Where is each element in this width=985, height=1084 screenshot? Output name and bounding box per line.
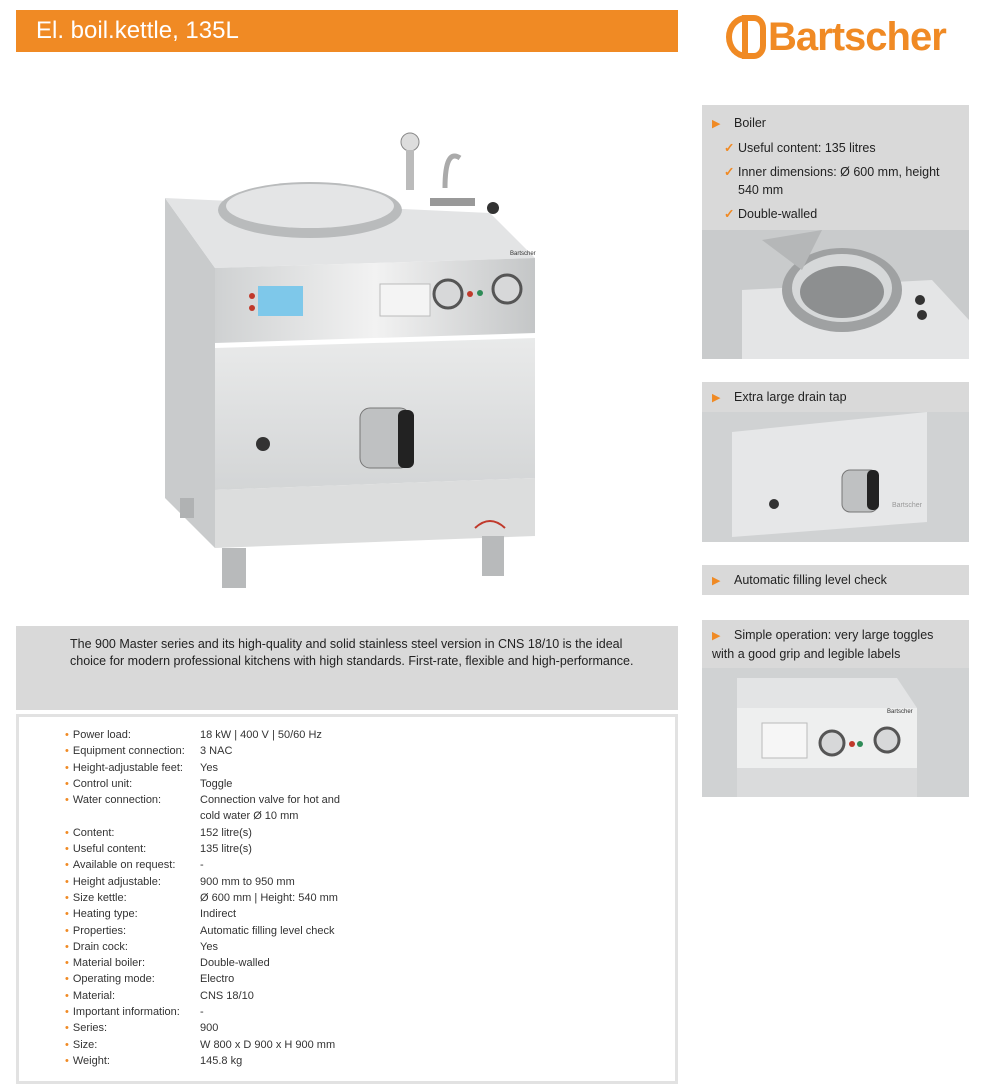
spec-row	[65, 1004, 350, 1020]
feature-boiler-point: Inner dimensions: Ø 600 mm, height 540 mm	[738, 165, 940, 197]
spec-row	[65, 743, 350, 759]
triangle-bullet-icon: ▶	[712, 392, 721, 404]
feature-operation	[702, 620, 969, 668]
spec-label: • Power load:	[65, 727, 200, 743]
spec-label: • Content:	[65, 825, 200, 841]
spec-row	[65, 1037, 350, 1053]
intro-text: The 900 Master series and its high-quality and solid stainless steel version in CNS 18/10 is the ideal choice for modern professional kitchens with high standards. First-rate, flexible and high-performance.	[16, 626, 678, 710]
spec-label: • Series:	[65, 1020, 200, 1036]
spec-value: Yes	[200, 940, 218, 953]
spec-row	[65, 874, 350, 890]
spec-value: -	[200, 859, 204, 872]
brand-name: Bartscher	[768, 14, 946, 59]
spec-row	[65, 760, 350, 776]
brand-logo	[726, 4, 946, 70]
feature-operation-title: Simple operation: very large toggles with a good grip and legible labels	[712, 628, 934, 661]
feature-boiler	[702, 105, 969, 230]
spec-row	[65, 890, 350, 906]
spec-value: Automatic filling level check	[200, 924, 335, 937]
spec-row	[65, 1020, 350, 1036]
spec-row	[65, 792, 350, 825]
spec-value: Toggle	[200, 777, 233, 790]
feature-boiler-image	[702, 230, 969, 359]
spec-value: CNS 18/10	[200, 989, 254, 1002]
spec-value: 3 NAC	[200, 745, 233, 758]
spec-label: • Properties:	[65, 923, 200, 939]
spec-row	[65, 857, 350, 873]
panel-logo: Bartscher	[510, 251, 536, 257]
spec-row	[65, 939, 350, 955]
feature-drain	[702, 382, 969, 412]
spec-label: • Equipment connection:	[65, 743, 200, 759]
feature-filling-title: Automatic filling level check	[734, 573, 887, 587]
page-title: El. boil.kettle, 135L	[16, 10, 678, 52]
spec-label: • Weight:	[65, 1053, 200, 1069]
spec-value: Indirect	[200, 908, 237, 921]
spec-row	[65, 825, 350, 841]
spec-label: • Water connection:	[65, 792, 200, 825]
spec-label: • Heating type:	[65, 906, 200, 922]
spec-value: Electro	[200, 973, 235, 986]
spec-row	[65, 971, 350, 987]
spec-label: • Control unit:	[65, 776, 200, 792]
spec-label: • Height-adjustable feet:	[65, 760, 200, 776]
spec-row	[65, 923, 350, 939]
brand-logo-mark-icon	[726, 15, 766, 59]
triangle-bullet-icon: ▶	[712, 118, 721, 130]
spec-value: Connection valve for hot and cold water Ø 10 mm	[200, 794, 341, 823]
spec-value: 135 litre(s)	[200, 843, 252, 856]
feature-drain-image	[702, 412, 969, 542]
product-image	[160, 118, 540, 598]
feature-filling	[702, 565, 969, 595]
spec-label: • Available on request:	[65, 857, 200, 873]
spec-label: • Material:	[65, 988, 200, 1004]
triangle-bullet-icon: ▶	[712, 630, 721, 642]
feature-boiler-point: Useful content: 135 litres	[738, 141, 876, 155]
spec-label: • Operating mode:	[65, 971, 200, 987]
spec-row	[65, 727, 350, 743]
spec-row	[65, 955, 350, 971]
spec-row	[65, 841, 350, 857]
spec-value: Ø 600 mm | Height: 540 mm	[200, 891, 338, 904]
triangle-bullet-icon: ▶	[712, 575, 721, 587]
checkmark-icon: ✓	[724, 141, 735, 155]
spec-value: 900 mm to 950 mm	[200, 875, 295, 888]
spec-label: • Height adjustable:	[65, 874, 200, 890]
feature-boiler-point: Double-walled	[738, 207, 818, 221]
spec-value: Yes	[200, 761, 218, 774]
spec-value: -	[200, 1006, 204, 1019]
drain-image-logo: Bartscher	[892, 502, 922, 509]
spec-label: • Size:	[65, 1037, 200, 1053]
spec-table	[16, 714, 678, 1084]
spec-value: 900	[200, 1022, 219, 1035]
spec-list	[65, 727, 350, 1069]
spec-row	[65, 1053, 350, 1069]
feature-boiler-title: Boiler	[734, 116, 766, 130]
spec-label: • Size kettle:	[65, 890, 200, 906]
spec-label: • Drain cock:	[65, 939, 200, 955]
spec-label: • Useful content:	[65, 841, 200, 857]
spec-label: • Important information:	[65, 1004, 200, 1020]
spec-value: Double-walled	[200, 957, 270, 970]
spec-row	[65, 988, 350, 1004]
spec-value: 18 kW | 400 V | 50/60 Hz	[200, 729, 322, 741]
feature-operation-image	[702, 668, 969, 797]
checkmark-icon: ✓	[724, 207, 735, 221]
feature-drain-title: Extra large drain tap	[734, 390, 847, 404]
operation-image-logo: Bartscher	[887, 709, 913, 715]
spec-value: 145.8 kg	[200, 1054, 243, 1067]
spec-label: • Material boiler:	[65, 955, 200, 971]
spec-row	[65, 906, 350, 922]
checkmark-icon: ✓	[724, 165, 735, 179]
spec-value: 152 litre(s)	[200, 826, 252, 839]
spec-row	[65, 776, 350, 792]
spec-value: W 800 x D 900 x H 900 mm	[200, 1038, 336, 1051]
